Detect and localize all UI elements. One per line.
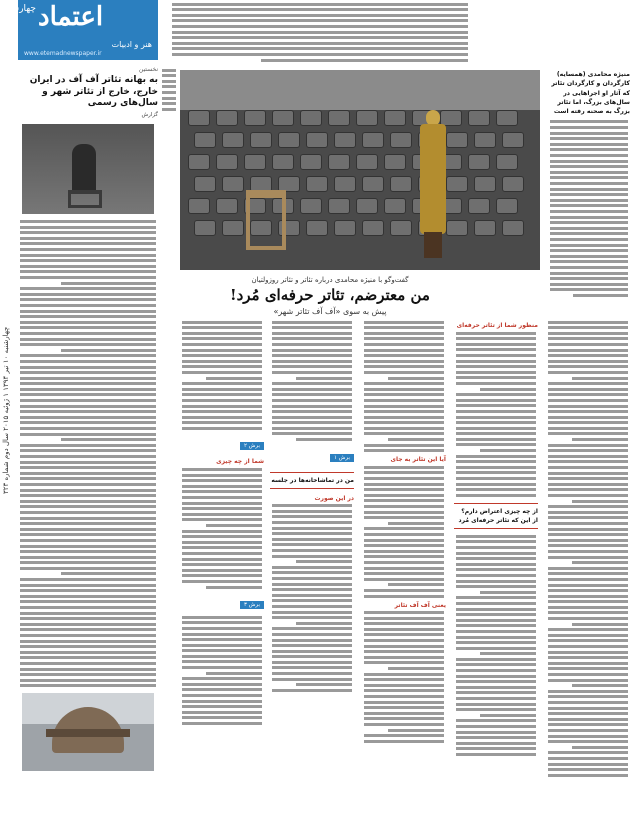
body-column-3 <box>362 318 446 818</box>
left-article-title: به بهانه تئاتر آف آف در ایران خارج، خارج از تئاتر شهر و سال‌های رسمی <box>29 75 158 109</box>
body-column-1 <box>546 318 630 818</box>
seat <box>362 220 384 236</box>
seat <box>222 132 244 148</box>
body-column-5 <box>180 318 264 818</box>
seat <box>300 154 322 170</box>
theater-seats <box>188 110 532 250</box>
left-article-byline: گزارش <box>141 112 158 119</box>
seat <box>222 176 244 192</box>
left-article-photo <box>22 124 154 214</box>
seat <box>194 220 216 236</box>
seat <box>306 220 328 236</box>
masthead-section: هنر و ادبیات <box>111 40 152 49</box>
wooden-stool <box>246 190 286 250</box>
section-tag: برش ۳ <box>240 601 264 609</box>
seat <box>328 154 350 170</box>
feature-lead-column <box>548 70 630 310</box>
section-tag: برش ۱ <box>330 454 354 462</box>
subhead: شما از چه چیزی <box>216 458 264 466</box>
seat <box>362 132 384 148</box>
seat <box>216 110 238 126</box>
col1-text <box>546 321 630 777</box>
subhead: یعنی آف آف تئاتر <box>394 601 446 609</box>
masthead <box>1 0 158 60</box>
feature-kicker: گفت‌وگو با منیژه محامدی درباره تئاتر و تئاتر روزولتیان <box>251 276 409 284</box>
seat <box>474 220 496 236</box>
seat <box>362 176 384 192</box>
left-article-kicker: نخستین <box>138 66 158 73</box>
seat <box>446 220 468 236</box>
narrow-column <box>160 66 178 113</box>
ring-shape <box>46 729 130 737</box>
seat <box>188 110 210 126</box>
feature-body-columns <box>180 318 630 818</box>
feature-lead: منیژه محامدی (همسایه) کارگردان و کارگردان تئاتر که آثار او اجراهایی در سال‌های بزرگ، اما تئاتر بزرگ به صحنه رفته است <box>551 71 630 116</box>
feature-intro-text <box>170 0 470 66</box>
man-figure <box>72 144 96 194</box>
seat <box>384 154 406 170</box>
seat <box>272 154 294 170</box>
seat <box>328 198 350 214</box>
feature-title: من معترضم، تئاتر حرفه‌ای مُرد! <box>230 286 430 304</box>
feature-byline: پیش به سوی «آف آف تئاتر شهر» <box>273 307 387 316</box>
seat <box>334 132 356 148</box>
feature-photo <box>180 70 540 270</box>
seat <box>356 154 378 170</box>
seat <box>328 110 350 126</box>
subhead: منظور شما از تئاتر حرفه‌ای <box>456 322 538 329</box>
seat <box>244 110 266 126</box>
masthead-day: چهارشنبه <box>1 4 36 14</box>
seat <box>390 220 412 236</box>
seat <box>384 110 406 126</box>
pull-quote: من در تماشاخانه‌ها در جلسه <box>270 472 354 489</box>
masthead-website: www.etemadnewspaper.ir <box>24 50 102 57</box>
theater-building-photo <box>22 693 154 771</box>
seat <box>194 176 216 192</box>
feature-headline-block <box>190 276 470 316</box>
seat <box>272 110 294 126</box>
seat <box>306 176 328 192</box>
seat <box>188 154 210 170</box>
seat <box>446 176 468 192</box>
seat <box>356 110 378 126</box>
seat <box>502 132 524 148</box>
seat <box>356 198 378 214</box>
seat <box>446 132 468 148</box>
woman-figure <box>418 110 448 260</box>
subhead: آیا این تئاتر به جای <box>390 456 446 464</box>
seat <box>502 220 524 236</box>
folio-text: چهارشنبه ۱۰ تیر ۱۳۹۴ ۱ ژوئیه ۲۰۱۵ سال دوم شماره ۳۲۳ <box>2 326 10 494</box>
left-article-body <box>18 220 158 687</box>
seat <box>390 176 412 192</box>
seat <box>390 132 412 148</box>
seat <box>468 110 490 126</box>
seat <box>496 110 518 126</box>
seat <box>300 110 322 126</box>
masthead-logo: اعتماد <box>38 2 104 32</box>
body-column-2 <box>454 318 538 818</box>
seat <box>384 198 406 214</box>
seat <box>300 198 322 214</box>
pull-quote: از چه چیزی اعتراض دارم؟ از این که تئاتر حرفه‌ای مُرد <box>454 503 538 529</box>
seat <box>278 132 300 148</box>
seat <box>244 154 266 170</box>
seat <box>222 220 244 236</box>
folio-strip <box>2 0 18 820</box>
body-column-4 <box>270 318 354 818</box>
seat <box>496 198 518 214</box>
seat <box>250 132 272 148</box>
seat <box>334 176 356 192</box>
seat <box>306 132 328 148</box>
seat <box>502 176 524 192</box>
seat <box>474 176 496 192</box>
seat <box>474 132 496 148</box>
seat <box>188 198 210 214</box>
seat <box>468 154 490 170</box>
seat <box>496 154 518 170</box>
seat <box>334 220 356 236</box>
subhead: در این صورت <box>314 494 354 502</box>
seat <box>216 198 238 214</box>
left-article <box>18 62 158 820</box>
section-tag: برش ۲ <box>240 442 264 450</box>
stool-shape <box>68 190 102 208</box>
seat <box>468 198 490 214</box>
seat <box>216 154 238 170</box>
seat <box>194 132 216 148</box>
